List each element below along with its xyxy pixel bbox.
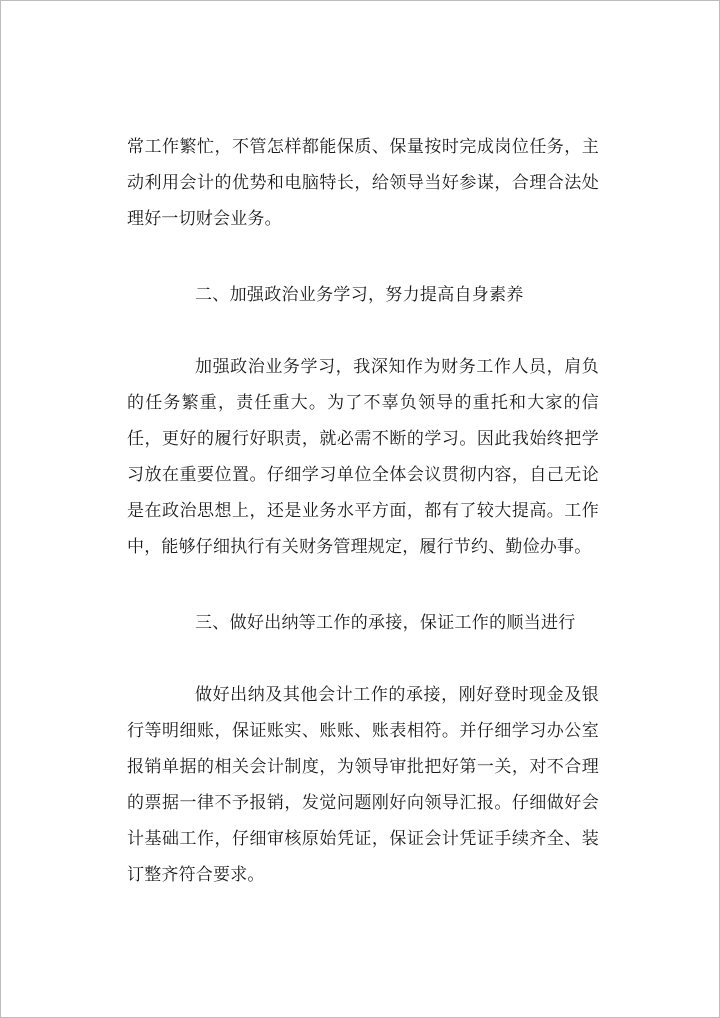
paragraph-continued: 常工作繁忙，不管怎样都能保质、保量按时完成岗位任务，主动利用会计的优势和电脑特长，给领导当好参谋，合理合法处理好一切财会业务。 xyxy=(127,137,599,229)
spacer xyxy=(127,641,599,677)
section-paragraph-2: 加强政治业务学习，我深知作为财务工作人员，肩负的任务繁重，责任重大。为了不辜负领导的重托和大家的信任，更好的履行好职责，就必需不断的学习。因此我始终把学习放在重要位置。仔细学习单位全体会议贯彻内容，自己无论是在政治思想上，还是业务水平方面，都有了较大提高。工作中，能够仔细执行有关财务管理规定，履行节约、勤俭办事。 xyxy=(127,357,599,557)
document-body xyxy=(127,129,599,893)
spacer xyxy=(127,313,599,349)
section-heading-3: 三、做好出纳等工作的承接，保证工作的顺当进行 xyxy=(195,613,576,633)
section-paragraph-3: 做好出纳及其他会计工作的承接，刚好登时现金及银行等明细账，保证账实、账账、账表相符。并仔细学习办公室报销单据的相关会计制度，为领导审批把好第一关，对不合理的票据一律不予报销，发觉问题刚好向领导汇报。仔细做好会计基础工作，仔细审核原始凭证，保证会计凭证手续齐全、装订整齐符合要求。 xyxy=(127,685,599,885)
section-heading-2: 二、加强政治业务学习，努力提高自身素养 xyxy=(195,285,524,305)
spacer xyxy=(127,565,599,605)
spacer xyxy=(127,237,599,277)
